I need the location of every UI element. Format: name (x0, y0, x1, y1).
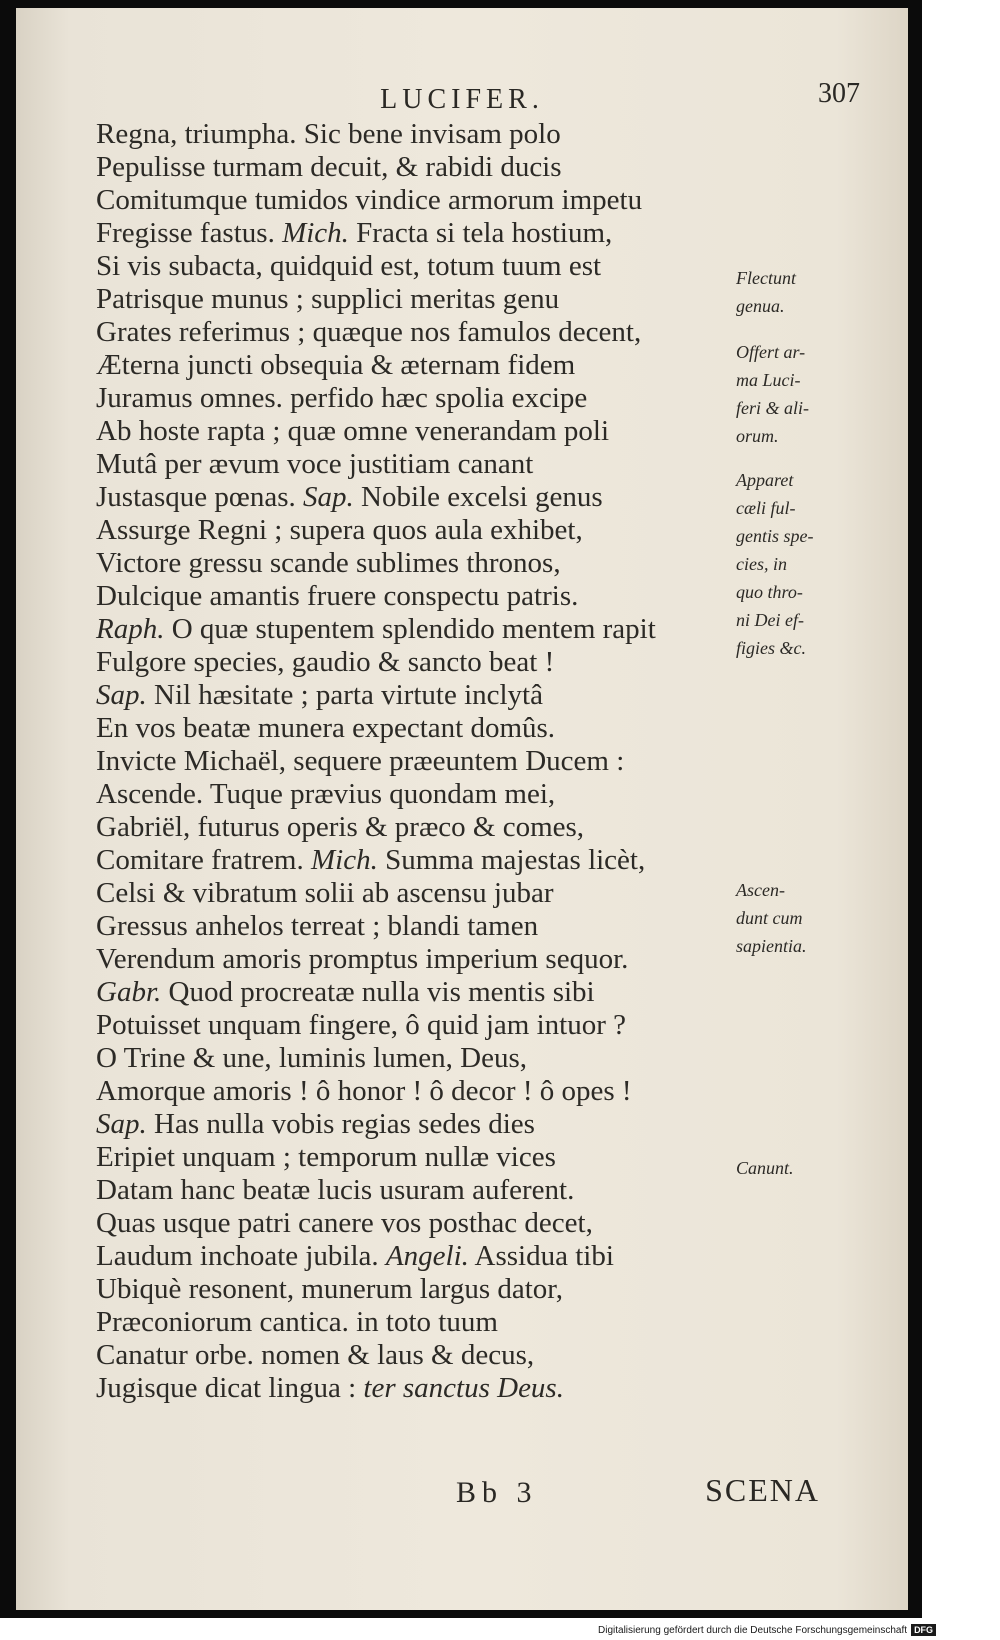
line-text: Quod procreatæ nulla vis mentis sibi (161, 976, 595, 1008)
speaker-name: ter sanctus Deus. (363, 1372, 564, 1404)
margin-note-line: Canunt. (736, 1158, 794, 1178)
line-text: O quæ stupentem splendido mentem rapit (164, 613, 656, 645)
line-text: Potuisset unquam fingere, ô quid jam intuor ? (96, 1009, 626, 1041)
line-text: Juramus omnes. perfido hæc spolia excipe (96, 382, 588, 414)
line-text: Patrisque munus ; supplici meritas genu (96, 283, 560, 315)
line-text: Assurge Regni ; supera quos aula exhibet, (96, 514, 583, 546)
line-text: Victore gressu scande sublimes thronos, (96, 547, 561, 579)
line-text: Si vis subacta, quidquid est, totum tuum est (96, 250, 602, 282)
margin-note-line: sapientia. (736, 936, 807, 956)
margin-note (736, 876, 896, 960)
line-text: Fregisse fastus. (96, 217, 283, 249)
margin-note (736, 338, 896, 450)
line-text: Amorque amoris ! ô honor ! ô decor ! ô opes ! (96, 1075, 632, 1107)
line-text: Invicte Michaël, sequere præeuntem Ducem : (96, 745, 625, 777)
line-text: Grates referimus ; quæque nos famulos decent, (96, 316, 642, 348)
margin-notes (16, 8, 908, 1610)
line-text: Pepulisse turmam decuit, & rabidi ducis (96, 151, 562, 183)
margin-note-line: feri & ali- (736, 398, 809, 418)
line-text: Jugisque dicat lingua : (96, 1372, 364, 1404)
line-text: Justasque pœnas. (96, 481, 304, 513)
line-text: Fulgore species, gaudio & sancto beat ! (96, 646, 555, 678)
credit-text: Digitalisierung gefördert durch die Deutsche Forschungsgemeinschaft (598, 1625, 908, 1636)
line-text: Æterna juncti obsequia & æternam fidem (96, 349, 576, 381)
speaker-name: Mich. (311, 844, 378, 876)
line-text: Dulcique amantis fruere conspectu patris. (96, 580, 579, 612)
speaker-name: Sap. (303, 481, 354, 513)
signature-mark: Bb 3 (456, 1476, 538, 1509)
line-text: Celsi & vibratum solii ab ascensu jubar (96, 877, 554, 909)
line-text: Præconiorum cantica. in toto tuum (96, 1306, 498, 1338)
line-text: Mutâ per ævum voce justitiam canant (96, 448, 534, 480)
margin-note (736, 264, 896, 320)
book-page (16, 8, 908, 1610)
margin-note-line: Apparet (736, 470, 794, 490)
speaker-name: Mich. (282, 217, 349, 249)
catchword: SCENA (705, 1472, 820, 1508)
line-text: Verendum amoris promptus imperium sequor. (96, 943, 629, 975)
line-text: Canatur orbe. nomen & laus & decus, (96, 1339, 535, 1371)
page-number: 307 (818, 78, 860, 109)
line-text: Datam hanc beatæ lucis usuram auferent. (96, 1174, 575, 1206)
margin-note-line: orum. (736, 426, 779, 446)
line-text: O Trine & une, luminis lumen, Deus, (96, 1042, 527, 1074)
line-text: Laudum inchoate jubila. (96, 1240, 386, 1272)
line-text: Gabriël, futurus operis & præco & comes, (96, 811, 585, 843)
margin-note-line: dunt cum (736, 908, 803, 928)
speaker-name: Sap. (96, 679, 147, 711)
line-text: Comitumque tumidos vindice armorum impetu (96, 184, 643, 216)
margin-note (736, 466, 896, 662)
line-text: Ascende. Tuque prævius quondam mei, (96, 778, 556, 810)
margin-note-line: quo thro- (736, 582, 803, 602)
speaker-name: Sap. (96, 1108, 147, 1140)
line-text: Ubiquè resonent, munerum largus dator, (96, 1273, 564, 1305)
margin-note-line: gentis spe- (736, 526, 814, 546)
speaker-name: Gabr. (96, 976, 162, 1008)
line-text: Nil hæsitate ; parta virtute inclytâ (146, 679, 543, 711)
margin-note-line: genua. (736, 296, 785, 316)
line-text: Fracta si tela hostium, (348, 217, 613, 249)
line-text: Gressus anhelos terreat ; blandi tamen (96, 910, 539, 942)
margin-note-line: ni Dei ef- (736, 610, 804, 630)
line-text: Quas usque patri canere vos posthac decet, (96, 1207, 593, 1239)
speaker-name: Raph. (96, 613, 165, 645)
line-text: Nobile excelsi genus (353, 481, 603, 513)
margin-note-line: ma Luci- (736, 370, 801, 390)
line-text: Summa majestas licèt, (377, 844, 646, 876)
margin-note-line: Offert ar- (736, 342, 806, 362)
margin-note-line: Flectunt (736, 268, 796, 288)
speaker-name: Angeli. (385, 1240, 469, 1272)
line-text: Assidua tibi (468, 1240, 614, 1272)
dfg-logo: DFG (911, 1624, 936, 1636)
line-text: Comitare fratrem. (96, 844, 311, 876)
line-text: Eripiet unquam ; temporum nullæ vices (96, 1141, 556, 1173)
margin-note-line: figies &c. (736, 638, 806, 658)
line-text: Has nulla vobis regias sedes dies (146, 1108, 535, 1140)
margin-note-line: Ascen- (736, 880, 785, 900)
digitization-credit (598, 1624, 936, 1638)
line-text: Regna, triumpha. Sic bene invisam polo (96, 118, 561, 150)
running-head: LUCIFER. (380, 84, 544, 115)
margin-note-line: cæli ful- (736, 498, 796, 518)
line-text: Ab hoste rapta ; quæ omne venerandam poli (96, 415, 610, 447)
margin-note-line: cies, in (736, 554, 787, 574)
line-text: En vos beatæ munera expectant domûs. (96, 712, 556, 744)
margin-note (736, 1154, 896, 1182)
